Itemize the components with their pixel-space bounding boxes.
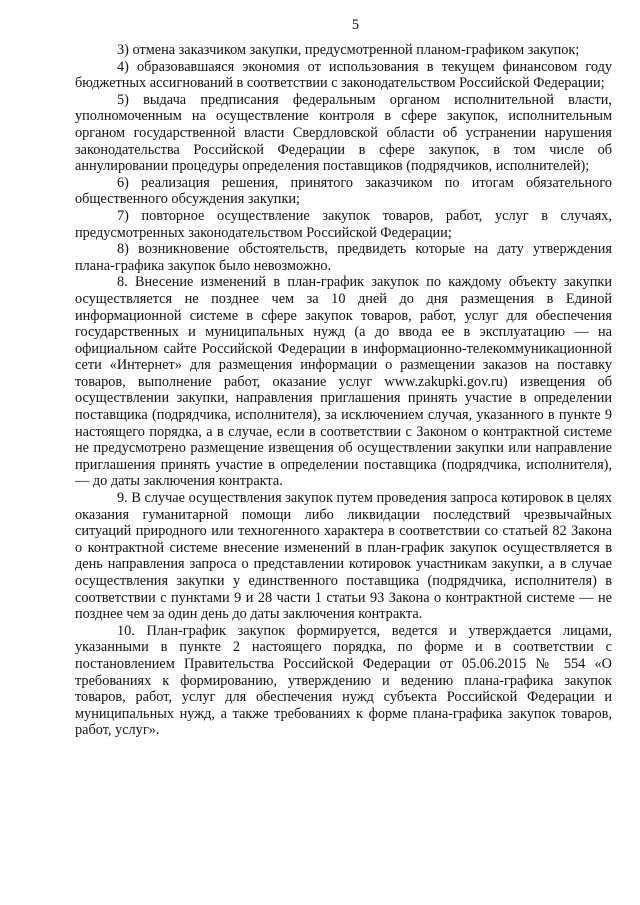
paragraph-item-4: 4) образовавшаяся экономия от использования в текущем финансовом году бюджетных ассигнований в соответствии с законодательством Российской Федерации; — [75, 58, 612, 92]
paragraph-item-7: 7) повторное осуществление закупок товаров, работ, услуг в случаях, предусмотренных законодательством Российской Федерации; — [75, 207, 612, 241]
paragraph-item-6: 6) реализация решения, принятого заказчиком по итогам обязательного общественного обсуждения закупки; — [75, 174, 612, 208]
paragraph-clause-8: 8. Внесение изменений в план-график закупок по каждому объекту закупки осуществляется не позднее чем за 10 дней до дня размещения в Единой информационной системе в сфере закупок товаров, работ, услуг для обеспечения государственных и муниципальных нужд (а до ввода ее в эксплуатацию — на официальном сайте Российской Федерации в информационно-телекоммуникационной сети «Интернет» для размещения информации о размещении заказов на поставку товаров, выполнение работ, оказание услуг www.zakupki.gov.ru) извещения об осуществлении закупки, направления приглашения принять участие в определении поставщика (подрядчика, исполнителя), за исключением случая, указанного в пункте 9 настоящего порядка, а в случае, если в соответствии с Законом о контрактной системе не предусмотрено размещение извещения об осуществлении закупки или направление приглашения принять участие в определении поставщика (подрядчика, исполнителя), — до даты заключения контракта. — [75, 274, 612, 490]
document-page — [75, 16, 612, 739]
paragraph-clause-10: 10. План-график закупок формируется, ведется и утверждается лицами, указанными в пункте 2 настоящего порядка, по форме и в соответствии с постановлением Правительства Российской Федерации от 05.06.2015 № 554 «О требованиях к формированию, утверждению и ведению плана-графика закупок товаров, работ, услуг для обеспечения нужд субъекта Российской Федерации и муниципальных нужд, а также требованиях к форме плана-графика закупок товаров, работ, услуг». — [75, 622, 612, 739]
paragraph-item-3: 3) отмена заказчиком закупки, предусмотренной планом-графиком закупок; — [117, 42, 580, 58]
paragraph-item-8: 8) возникновение обстоятельств, предвидеть которые на дату утверждения плана-графика закупок было невозможно. — [75, 241, 612, 274]
paragraph-clause-9: 9. В случае осуществления закупок путем проведения запроса котировок в целях оказания гуманитарной помощи либо ликвидации последствий чрезвычайных ситуаций природного или техногенного характера в соответствии со статьей 82 Закона о контрактной системе внесение изменений в план-график закупок осуществляется в день направления запроса о представлении котировок участникам закупки, а в случае осуществления закупки у единственного поставщика (подрядчика, исполнителя) в соответствии с пунктами 9 и 28 части 1 статьи 93 Закона о контрактной системе — не позднее чем за один день до даты заключения контракта. — [75, 490, 612, 623]
paragraph-item-5: 5) выдача предписания федеральным органом исполнительной власти, уполномоченным на осуществление контроля в сфере закупок, исполнительным органом государственной власти Свердловской области об устранении нарушения законодательства Российской Федерации в сфере закупок, в том числе об аннулировании процедуры определения поставщиков (подрядчиков, исполнителей); — [75, 91, 612, 175]
page-number: 5 — [351, 17, 360, 33]
